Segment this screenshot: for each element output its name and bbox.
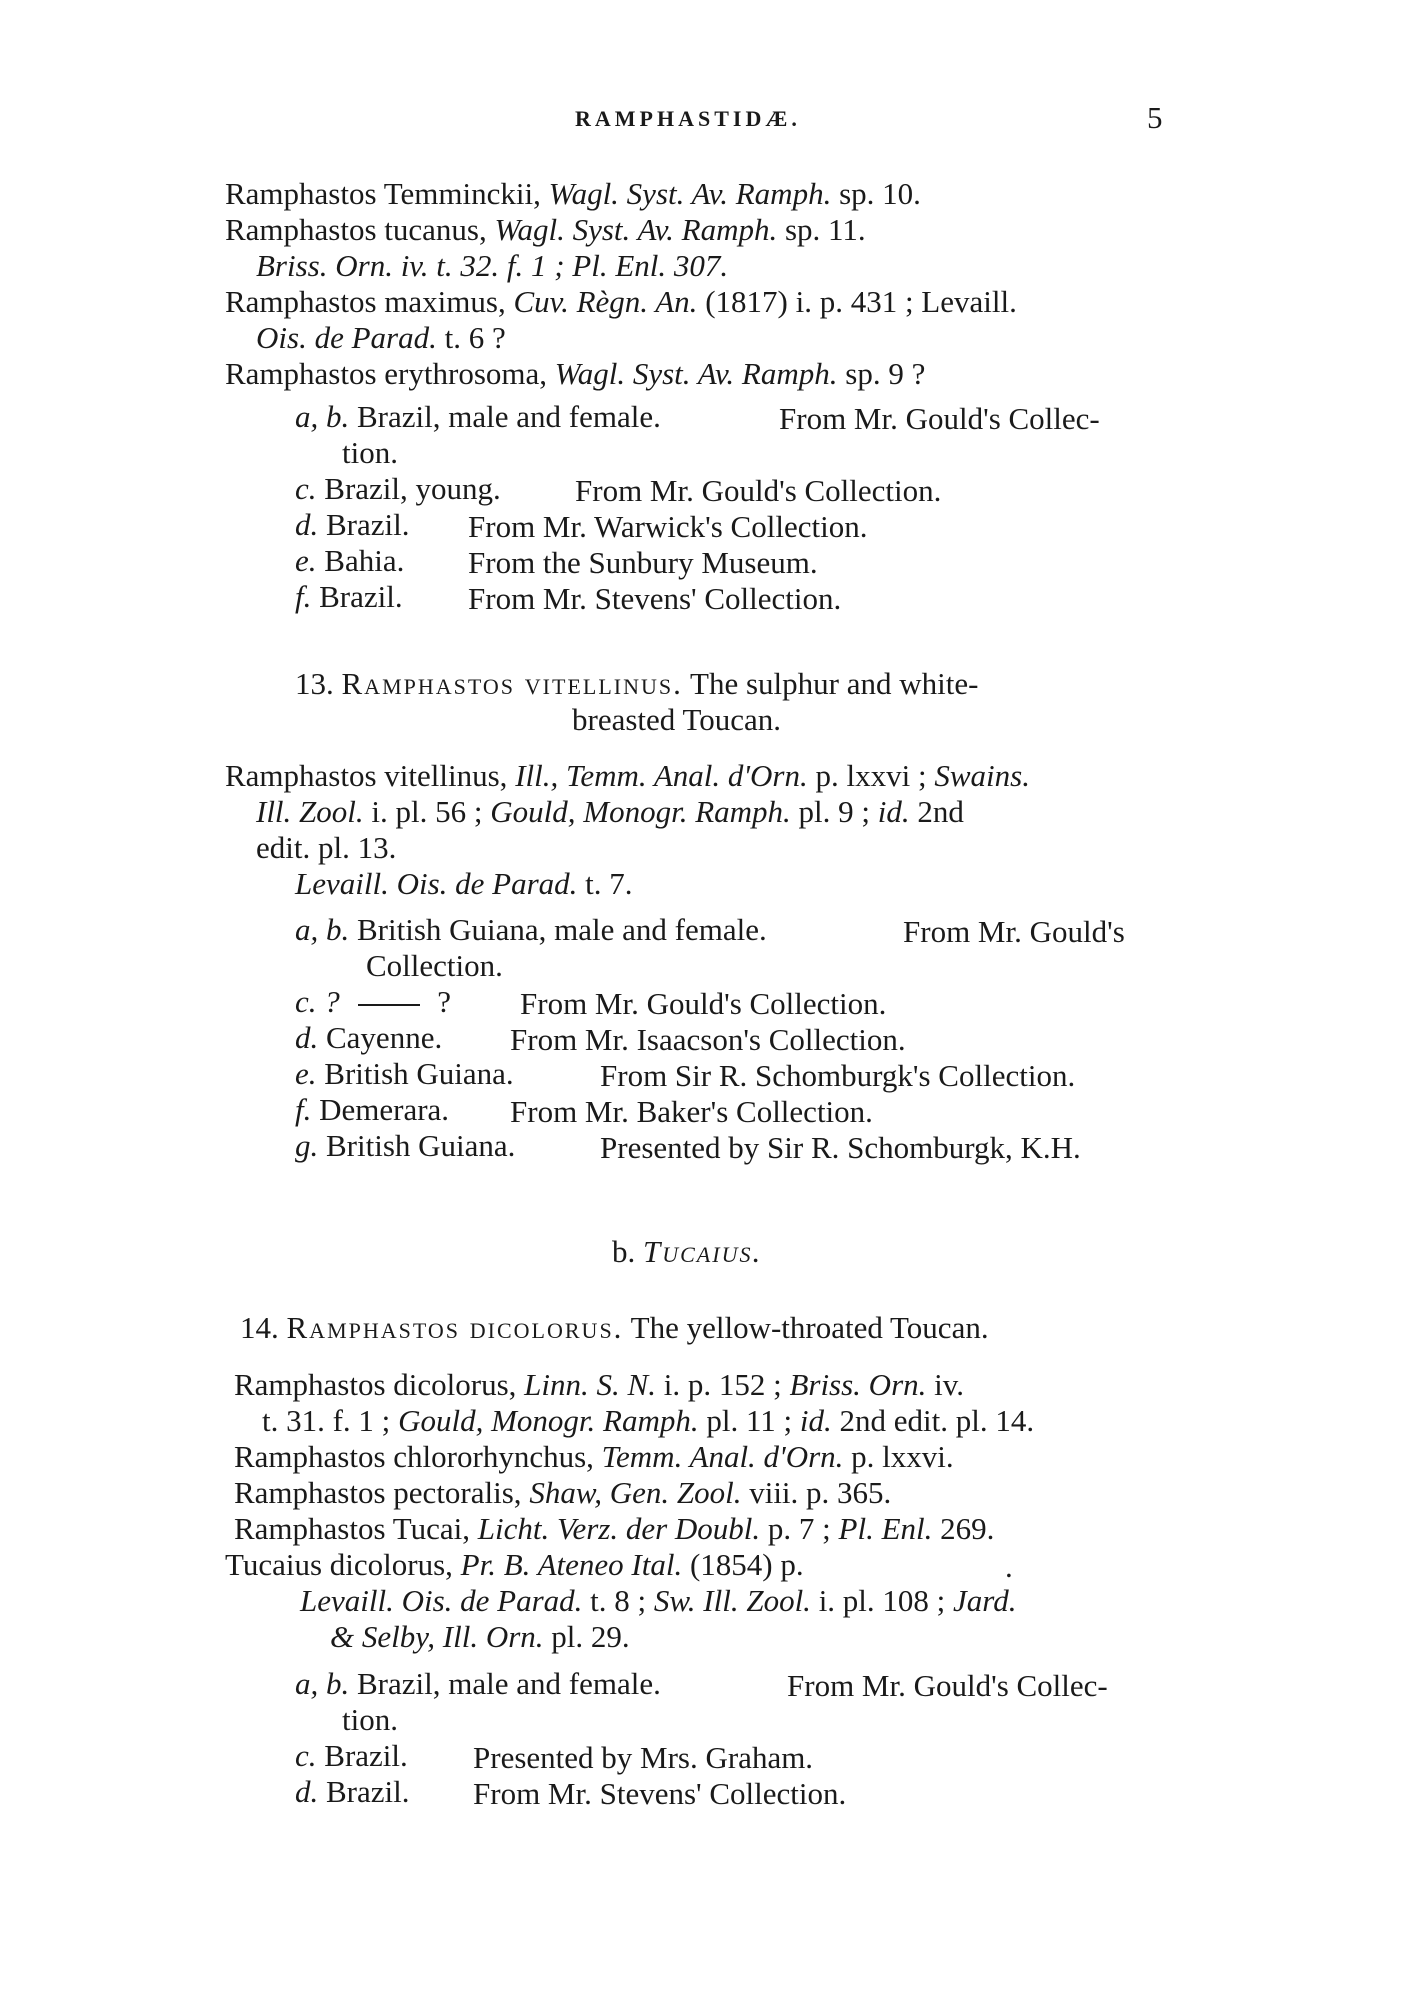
synonym-line: Ramphastos dicolorus, Linn. S. N. i. p. 152 ; Briss. Orn. iv. bbox=[234, 1367, 964, 1402]
specimen-entry: a, b. Brazil, male and female. From Mr. Gould's Collec- bbox=[295, 1666, 1108, 1703]
specimen-entry: a, b. Brazil, male and female. From Mr. Gould's Collec- bbox=[295, 399, 1100, 436]
subgenus-heading: b. Tucaius. bbox=[612, 1234, 763, 1269]
synonym-line: Ramphastos tucanus, Wagl. Syst. Av. Ramph. sp. 11. bbox=[225, 212, 866, 247]
specimen-entry: f. Brazil. From Mr. Stevens' Collection. bbox=[295, 579, 842, 616]
species-heading: 13. Ramphastos vitellinus. The sulphur and white- bbox=[295, 666, 979, 701]
synonym-line: t. 31. f. 1 ; Gould, Monogr. Ramph. pl. 11 ; id. 2nd edit. pl. 14. bbox=[262, 1403, 1035, 1438]
page-number: 5 bbox=[1147, 100, 1163, 135]
specimen-continuation: tion. bbox=[342, 435, 398, 470]
synonym-line: Ill. Zool. i. pl. 56 ; Gould, Monogr. Ramph. pl. 9 ; id. 2nd bbox=[256, 794, 964, 829]
synonym-line: Levaill. Ois. de Parad. t. 7. bbox=[295, 866, 633, 901]
synonym-line: Briss. Orn. iv. t. 32. f. 1 ; Pl. Enl. 307. bbox=[256, 248, 729, 283]
specimen-entry: c. ? ? From Mr. Gould's Collection. bbox=[295, 984, 887, 1021]
synonym-line: Ramphastos Temminckii, Wagl. Syst. Av. Ramph. sp. 10. bbox=[225, 176, 921, 211]
specimen-entry: d. Brazil. From Mr. Warwick's Collection. bbox=[295, 507, 868, 544]
species-common-name: breasted Toucan. bbox=[572, 702, 782, 737]
specimen-entry: g. British Guiana. Presented by Sir R. Schomburgk, K.H. bbox=[295, 1128, 1081, 1165]
synonym-line: Ramphastos chlororhynchus, Temm. Anal. d'Orn. p. lxxvi. bbox=[234, 1439, 954, 1474]
specimen-entry: c. Brazil. Presented by Mrs. Graham. bbox=[295, 1738, 814, 1775]
specimen-continuation: tion. bbox=[342, 1702, 398, 1737]
synonym-line: & Selby, Ill. Orn. pl. 29. bbox=[330, 1619, 630, 1654]
specimen-entry: e. Bahia. From the Sunbury Museum. bbox=[295, 543, 818, 580]
specimen-entry: f. Demerara. From Mr. Baker's Collection. bbox=[295, 1092, 873, 1129]
specimen-entry: e. British Guiana. From Sir R. Schomburgk's Collection. bbox=[295, 1056, 1076, 1093]
synonym-line: Ramphastos pectoralis, Shaw, Gen. Zool. viii. p. 365. bbox=[234, 1475, 892, 1510]
specimen-entry: c. Brazil, young. From Mr. Gould's Collection. bbox=[295, 471, 942, 508]
synonym-line: Levaill. Ois. de Parad. t. 8 ; Sw. Ill. Zool. i. pl. 108 ; Jard. bbox=[300, 1583, 1017, 1618]
synonym-line: Ramphastos Tucai, Licht. Verz. der Doubl. p. 7 ; Pl. Enl. 269. bbox=[234, 1511, 995, 1546]
species-heading: 14. Ramphastos dicolorus. The yellow-throated Toucan. bbox=[240, 1310, 989, 1345]
synonym-line: Ois. de Parad. t. 6 ? bbox=[256, 320, 506, 355]
specimen-continuation: Collection. bbox=[366, 948, 503, 983]
synonym-line: Ramphastos maximus, Cuv. Règn. An. (1817) i. p. 431 ; Levaill. bbox=[225, 284, 1017, 319]
specimen-entry: a, b. British Guiana, male and female. From Mr. Gould's bbox=[295, 912, 1125, 949]
synonym-line: Ramphastos vitellinus, Ill., Temm. Anal. d'Orn. p. lxxvi ; Swains. bbox=[225, 758, 1030, 793]
running-head: RAMPHASTIDÆ. bbox=[575, 106, 801, 131]
specimen-entry: d. Brazil. From Mr. Stevens' Collection. bbox=[295, 1774, 847, 1811]
synonym-line: Ramphastos erythrosoma, Wagl. Syst. Av. Ramph. sp. 9 ? bbox=[225, 356, 926, 391]
specimen-entry: d. Cayenne. From Mr. Isaacson's Collection. bbox=[295, 1020, 906, 1057]
synonym-line: Tucaius dicolorus, Pr. B. Ateneo Ital. (1854) p. . bbox=[225, 1547, 1013, 1584]
synonym-line: edit. pl. 13. bbox=[256, 830, 397, 865]
dash-rule bbox=[358, 1004, 420, 1006]
